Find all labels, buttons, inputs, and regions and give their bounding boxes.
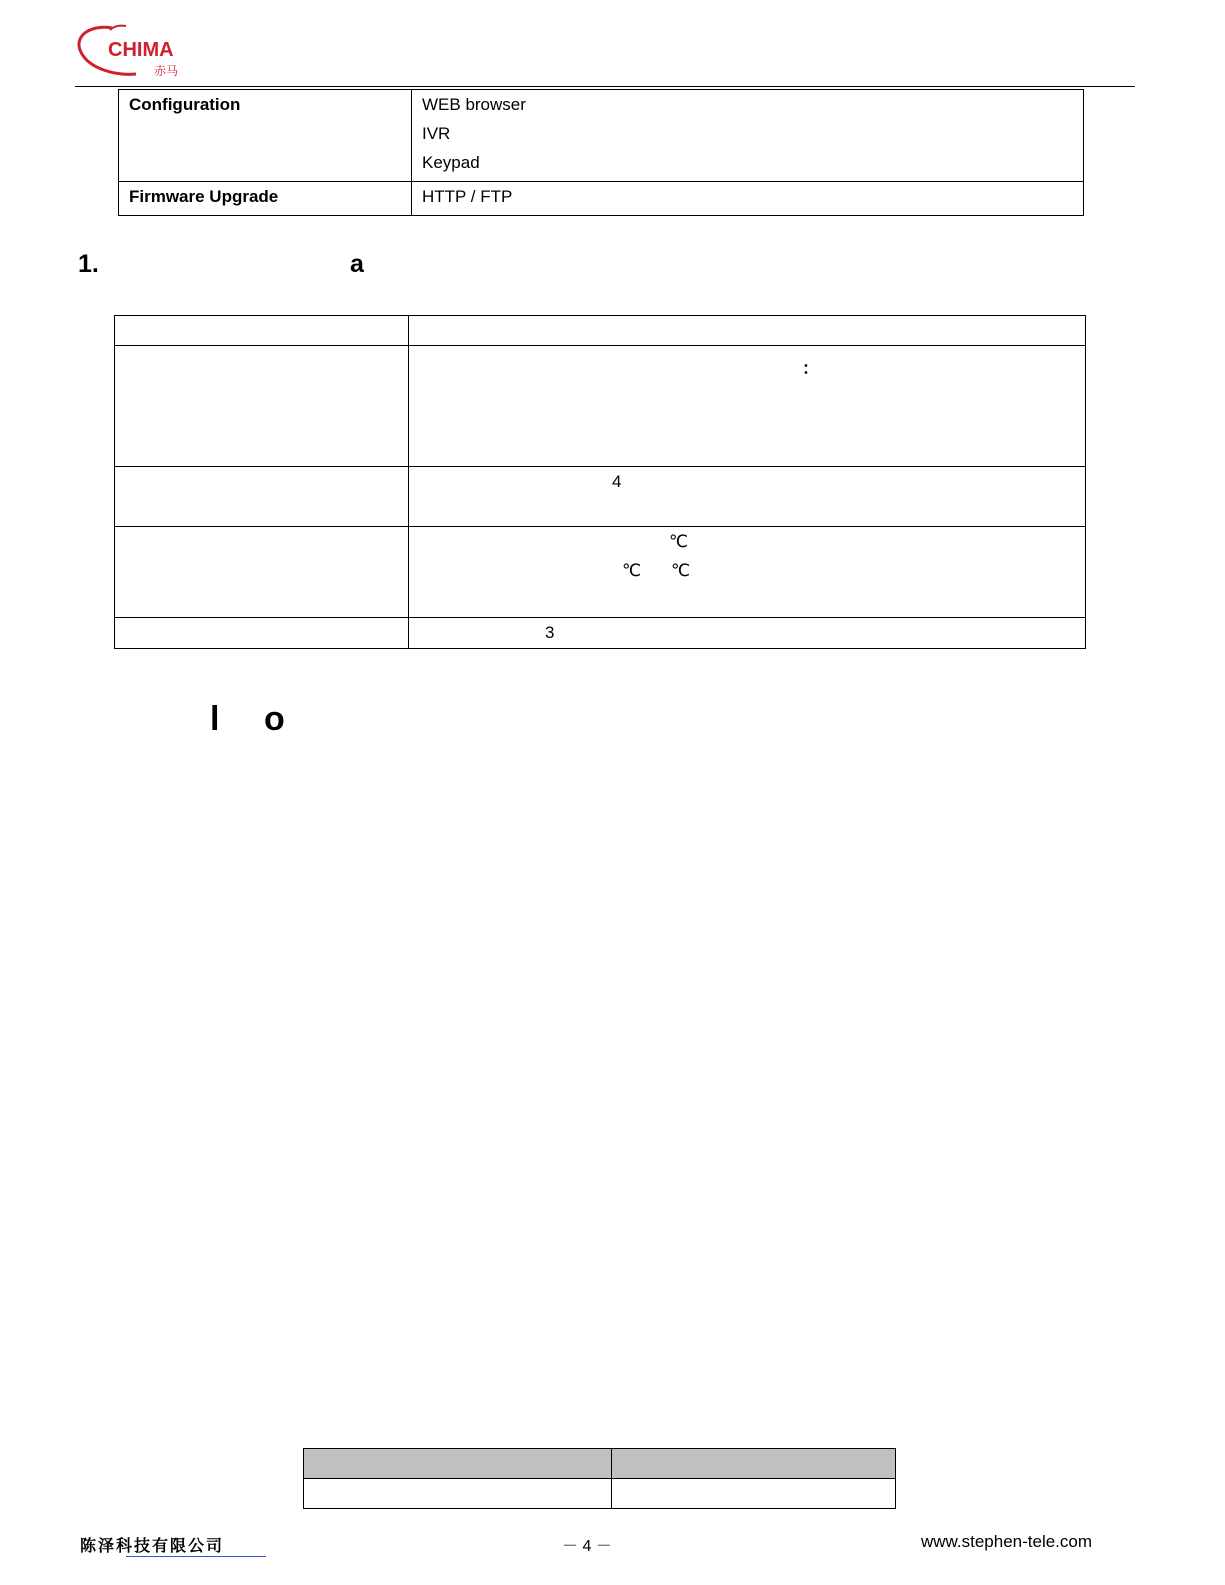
table-cell-value bbox=[412, 182, 1084, 216]
number-fragment: 4 bbox=[612, 472, 622, 491]
table-cell bbox=[115, 316, 409, 346]
table-cell-value bbox=[412, 90, 1084, 182]
section-heading-fragment: l bbox=[210, 700, 220, 738]
table-cell-label bbox=[119, 182, 412, 216]
table-row bbox=[115, 527, 1086, 618]
table-cell bbox=[409, 527, 1086, 618]
spec-table bbox=[118, 89, 1084, 216]
table-header-row bbox=[304, 1449, 896, 1479]
table-cell bbox=[409, 316, 1086, 346]
bottom-table bbox=[303, 1448, 896, 1509]
section-heading-fragment: a bbox=[350, 250, 364, 278]
number-fragment: 3 bbox=[545, 623, 555, 642]
table-row bbox=[115, 467, 1086, 527]
table-cell bbox=[409, 346, 1086, 467]
value-line: HTTP / FTP bbox=[422, 187, 513, 206]
chima-logo bbox=[74, 22, 194, 82]
table-row bbox=[115, 316, 1086, 346]
section-heading-fragment: o bbox=[264, 700, 285, 738]
table-header-cell bbox=[612, 1449, 896, 1479]
environment-table bbox=[114, 315, 1086, 649]
colon-fragment: ： bbox=[802, 359, 819, 378]
celsius-fragment: ℃ bbox=[671, 561, 691, 580]
table-row bbox=[304, 1479, 896, 1509]
row-label: Configuration bbox=[129, 95, 241, 114]
logo-subtext: 赤马 bbox=[154, 64, 179, 78]
header-rule bbox=[75, 86, 1135, 87]
table-cell bbox=[115, 346, 409, 467]
value-line: IVR bbox=[422, 124, 451, 143]
table-row bbox=[119, 182, 1084, 216]
table-header-cell bbox=[304, 1449, 612, 1479]
page-number: － 4 － bbox=[562, 1538, 612, 1555]
celsius-fragment: ℃ bbox=[622, 561, 642, 580]
table-cell bbox=[115, 618, 409, 649]
table-cell bbox=[115, 527, 409, 618]
value-line: Keypad bbox=[422, 153, 480, 172]
table-cell bbox=[115, 467, 409, 527]
table-row bbox=[115, 618, 1086, 649]
table-cell bbox=[409, 467, 1086, 527]
footer-company: 陈泽科技有限公司 bbox=[80, 1538, 225, 1555]
table-row bbox=[115, 346, 1086, 467]
footer-website: www.stephen-tele.com bbox=[921, 1532, 1093, 1551]
table-cell bbox=[304, 1479, 612, 1509]
celsius-fragment: ℃ bbox=[669, 532, 689, 551]
value-line: WEB browser bbox=[422, 95, 526, 114]
table-row bbox=[119, 90, 1084, 182]
logo-text: CHIMA bbox=[108, 39, 174, 61]
table-cell bbox=[409, 618, 1086, 649]
table-cell bbox=[612, 1479, 896, 1509]
section-number: 1. bbox=[78, 250, 99, 278]
row-label: Firmware Upgrade bbox=[129, 187, 279, 206]
table-cell-label bbox=[119, 90, 412, 182]
footer-link-underline bbox=[126, 1556, 266, 1557]
